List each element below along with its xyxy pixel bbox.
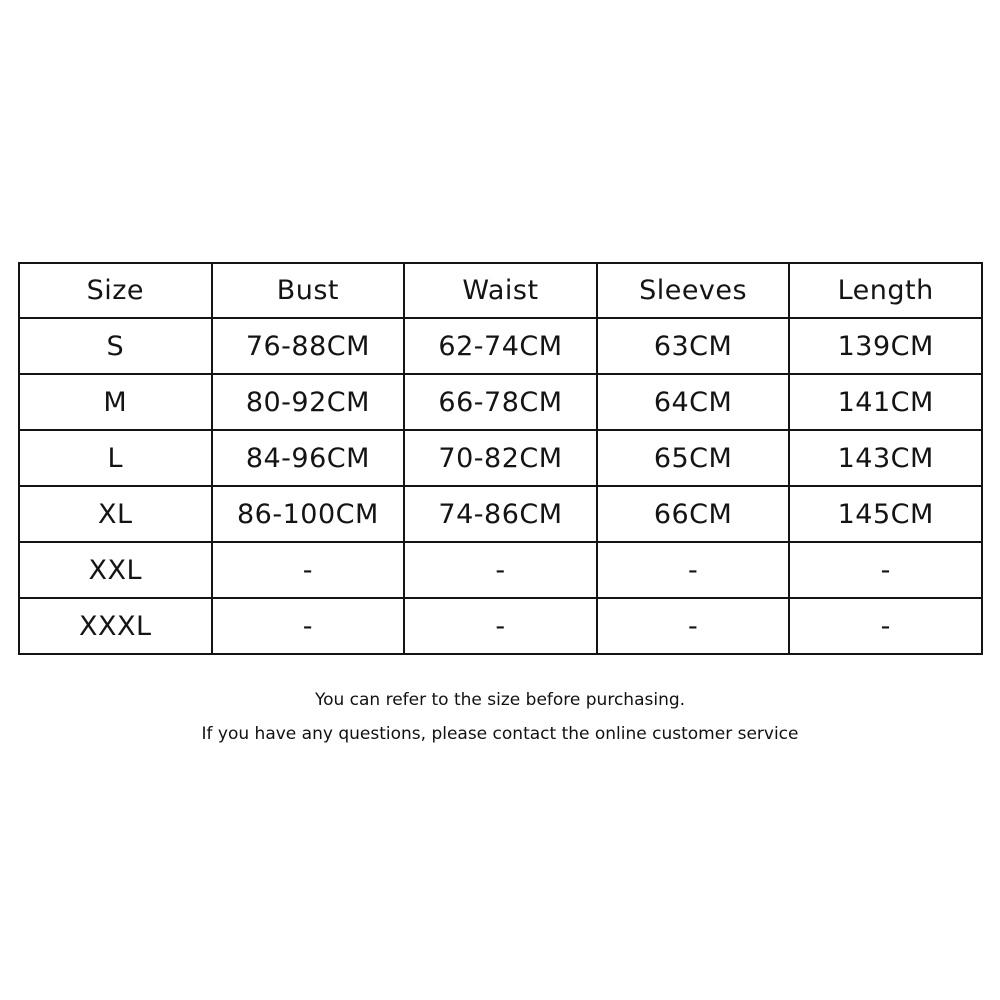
cell-length: -: [789, 598, 982, 654]
table-row-xxxl: [19, 598, 982, 654]
cell-size: XXXL: [19, 598, 212, 654]
purchase-notes: [0, 688, 1000, 756]
header-row: [19, 263, 982, 318]
note-line-1: You can refer to the size before purchasing.: [314, 690, 686, 710]
table-row-xxl: [19, 542, 982, 598]
cell-waist: 62-74CM: [404, 318, 597, 374]
cell-waist: 70-82CM: [404, 430, 597, 486]
cell-size: XXL: [19, 542, 212, 598]
cell-waist: -: [404, 542, 597, 598]
cell-waist: 66-78CM: [404, 374, 597, 430]
cell-bust: 76-88CM: [212, 318, 405, 374]
cell-length: 141CM: [789, 374, 982, 430]
size-chart-table: [18, 262, 983, 655]
cell-sleeves: 63CM: [597, 318, 790, 374]
cell-bust: 84-96CM: [212, 430, 405, 486]
cell-bust: 86-100CM: [212, 486, 405, 542]
cell-length: 145CM: [789, 486, 982, 542]
column-header-waist: Waist: [404, 263, 597, 318]
cell-bust: -: [212, 542, 405, 598]
cell-length: 143CM: [789, 430, 982, 486]
table-row-xl: [19, 486, 982, 542]
cell-size: XL: [19, 486, 212, 542]
column-header-bust: Bust: [212, 263, 405, 318]
note-line-2: If you have any questions, please contact the online customer service: [201, 724, 799, 744]
cell-bust: -: [212, 598, 405, 654]
cell-waist: 74-86CM: [404, 486, 597, 542]
cell-length: -: [789, 542, 982, 598]
cell-sleeves: -: [597, 542, 790, 598]
cell-size: L: [19, 430, 212, 486]
cell-size: S: [19, 318, 212, 374]
table-row-s: [19, 318, 982, 374]
table-row-l: [19, 430, 982, 486]
cell-sleeves: -: [597, 598, 790, 654]
table-row-m: [19, 374, 982, 430]
cell-sleeves: 65CM: [597, 430, 790, 486]
cell-sleeves: 66CM: [597, 486, 790, 542]
column-header-sleeves: Sleeves: [597, 263, 790, 318]
cell-sleeves: 64CM: [597, 374, 790, 430]
cell-size: M: [19, 374, 212, 430]
cell-waist: -: [404, 598, 597, 654]
cell-bust: 80-92CM: [212, 374, 405, 430]
column-header-length: Length: [789, 263, 982, 318]
cell-length: 139CM: [789, 318, 982, 374]
column-header-size: Size: [19, 263, 212, 318]
